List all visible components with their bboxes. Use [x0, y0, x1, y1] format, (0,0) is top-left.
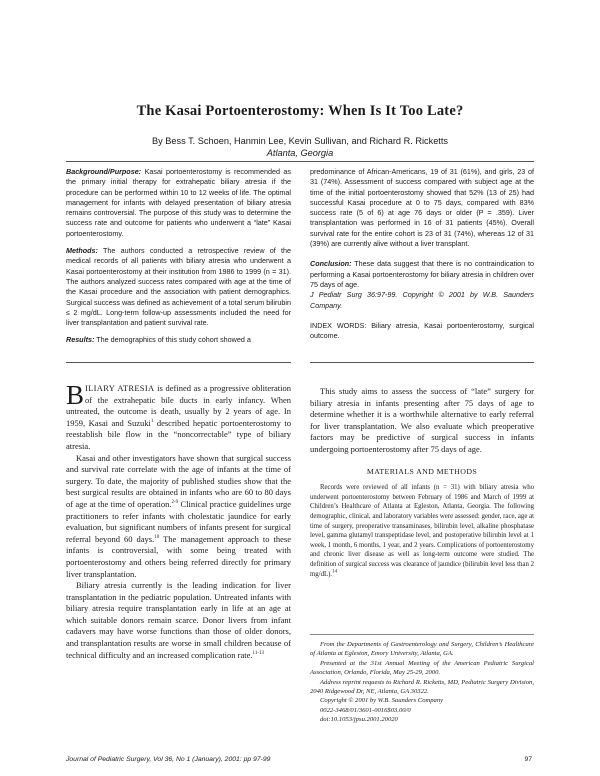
- abstract-conclusion: [310, 259, 534, 310]
- section-heading: MATERIALS AND METHODS: [366, 466, 478, 476]
- footnote-copyright: Copyright © 2001 by W.B. Saunders Company: [320, 697, 444, 705]
- author-block: [0, 135, 600, 159]
- intro-paragraph-2: [66, 453, 291, 581]
- index-words: INDEX WORDS: Biliary atresia, Kasai portoenterostomy, surgical outcome.: [310, 320, 534, 341]
- page-number: 97: [524, 756, 532, 763]
- methods-text: The authors conducted a retrospective review of the medical records of all patients with biliary atresia who underwent a Kasai portoenterostomy at their institution from 1986 to 1999 (n = 31). The authors analyzed success rates compared with age at the time of the Kasai procedure and the association with patient demographics. Surgical success was defined as achievement of a total serum bilirubin ≤ 2 mg/dL. Long-term follow-up assessments included the need for liver transplantation and patient survival rate.: [66, 246, 291, 328]
- methods-paragraph: [310, 483, 534, 579]
- journal-footer: Journal of Pediatric Surgery, Vol 36, No 1 (January), 2001: pp 97-99: [66, 756, 271, 763]
- footnote-affiliation: From the Departments of Gastroenterology and Surgery, Children’s Healthcare of Atlanta at Egleston, Emory University, Atlanta, GA.: [310, 641, 534, 658]
- footnote-reprints: Address reprint requests to Richard R. Ricketts, MD, Pediatric Surgery Division, 2040 Ridgewood Dr, NE, Atlanta, GA 30322.: [310, 678, 534, 696]
- results-label: Results:: [66, 335, 95, 345]
- abstract-left-column: [66, 167, 291, 353]
- drop-cap: B: [66, 380, 85, 410]
- background-label: Background/Purpose:: [66, 167, 142, 176]
- intro-paragraph-3: [66, 580, 291, 661]
- body-left-column: [66, 380, 291, 661]
- intro-paragraph-4: This study aims to assess the success of “late” surgery for biliary atresia in infants presenting after 75 days of age to determine whether it is a worthwhile alternative to early referral for liver transplantation. We also evaluate which preoperative factors may be predictive of surgical success in infants undergoing portoenterostomy after 75 days of age.: [310, 386, 534, 454]
- methods-paragraph-text: Records were reviewed of all infants (n = 31) with biliary atresia who underwent portoenterostomy between February of 1986 and March of 1999 at Children’s Healthcare of Atlanta at Egleston, Atlanta, Georgia. The following demographic, clinical, and laboratory variables were assessed: gender, race, age at time of surgery, preoperative transaminases, bilirubin level, alkaline phosphatase level, gamma glutamyl transpeptidase level, and postoperative bilirubin level at 1 week, 1 month, 6 months, 1 year, and 2 years. Complications of portoenterostomy and chronic liver disease as well as long-term outcome were studied. The definition of surgical success was clearance of jaundice (bilirubin level less than 2 mg/dL).: [310, 484, 534, 578]
- author-list: By Bess T. Schoen, Hanmin Lee, Kevin Sullivan, and Richard R. Ricketts: [151, 136, 448, 146]
- ref-superscript: 2-9: [171, 500, 179, 506]
- results-text-start: The demographics of this study cohort showed a: [96, 335, 251, 345]
- abstract-bottom-rule-right: [310, 362, 534, 363]
- abstract-citation: J Pediatr Surg 36:97-99. Copyright © 2001 by W.B. Saunders Company.: [310, 290, 534, 310]
- abstract-bottom-rule-left: [66, 362, 291, 363]
- intro-paragraph-1: [66, 380, 291, 453]
- footnote-block: [310, 640, 534, 725]
- article-title: The Kasai Portoenterostomy: When Is It Too Late?: [136, 103, 464, 119]
- author-location: Atlanta, Georgia: [266, 148, 334, 158]
- conclusion-label: Conclusion:: [310, 259, 352, 269]
- results-text-continued: predominance of African-Americans, 19 of 31 (61%), and girls, 23 of 31 (74%). Assessment of success compared with subject age at the time of the initial portoenterostomy showed that 52% (13 of 25) had successful Kasai procedure at 0 to 75 days, compared with 83% success rate (5 of 6) at age 76 days or older (P = .359). Liver transplantation was performed in 16 of 31 patients (45%). Overall survival rate for the entire cohort is 23 of 31 (74%), whereas 12 of 31 (39%) are currently alive without a liver transplant.: [310, 167, 534, 249]
- intro-smallcaps: ILIARY ATRESIA: [85, 383, 155, 393]
- ref-superscript: 10: [154, 534, 160, 540]
- abstract-top-rule: [66, 161, 534, 162]
- footnote-rule: [310, 634, 534, 635]
- abstract-methods: [66, 246, 291, 328]
- p2-text-c: The management approach to these infants is controversial, with some being treated with portoenterostomy and others being referred directly for primary liver transplantation.: [66, 533, 291, 579]
- ref-superscript: 11-13: [252, 650, 265, 656]
- body-right-column: [310, 386, 534, 579]
- abstract-background: [66, 167, 291, 239]
- p2-text-b: Clinical practice guidelines urge practitioners to refer infants with cholestatic jaundice for early evaluation, but significant numbers of infants present for surgical referral beyond 60 days.: [66, 498, 291, 544]
- footnote-presentation: Presented at the 31st Annual Meeting of the American Pediatric Surgical Association, Orlando, Florida, May 25-29, 2000.: [310, 659, 534, 677]
- intro-text-b: described hepatic portoenterostomy to reestablish bile flow in the “noncorrectable” type of biliary atresia.: [66, 417, 291, 451]
- conclusion-text: These data suggest that there is no contraindication to performing a Kasai portoenterostomy for biliary atresia in children over 75 days of age.: [310, 259, 534, 289]
- ref-superscript: 14: [332, 569, 338, 575]
- methods-section: [310, 483, 534, 579]
- methods-label: Methods:: [66, 246, 98, 256]
- background-text: Kasai portoenterostomy is recommended as the primary initial therapy for extrahepatic biliary atresia if the procedure can be performed within 10 to 12 weeks of life. The optimal management for infants with delayed presentation of biliary atresia remains controversial. The purpose of this study was to determine the success rate and outcome for patients who underwent a “late” Kasai portoenterostomy.: [66, 167, 292, 238]
- ref-superscript: 1: [150, 418, 154, 424]
- footnote-doi: doi:10.1053/jpsu.2001.20020: [320, 716, 398, 724]
- p2-text-a: Kasai and other investigators have shown that surgical success and survival rate correlate with the age of infants at the time of surgery. To date, the majority of published studies show that the best surgical results are obtained in infants who are 60 to 80 days of age at the time of operation.: [66, 452, 291, 509]
- abstract-results: [66, 335, 291, 345]
- footnote-issn: 0022-3468/01/3601-0016$03.00/0: [320, 706, 411, 714]
- abstract-right-column: [310, 167, 534, 348]
- intro-text-a: is defined as a progressive obliteration of the extrahepatic bile ducts in early infancy. When untreated, the outcome is death, usually by 2 years of age. In 1959, Kasai and Suzuki: [66, 383, 291, 428]
- p3-text: Biliary atresia currently is the leading indication for liver transplantation in the pediatric population. Untreated infants with biliary atresia require transplantation early in life at an age at which suitable donors remain scarce. Donor livers from infant cadavers may have worse functions than those of older donors, and transplantation results are worse in small children because of technical difficulty and an increased complication rate.: [66, 580, 291, 660]
